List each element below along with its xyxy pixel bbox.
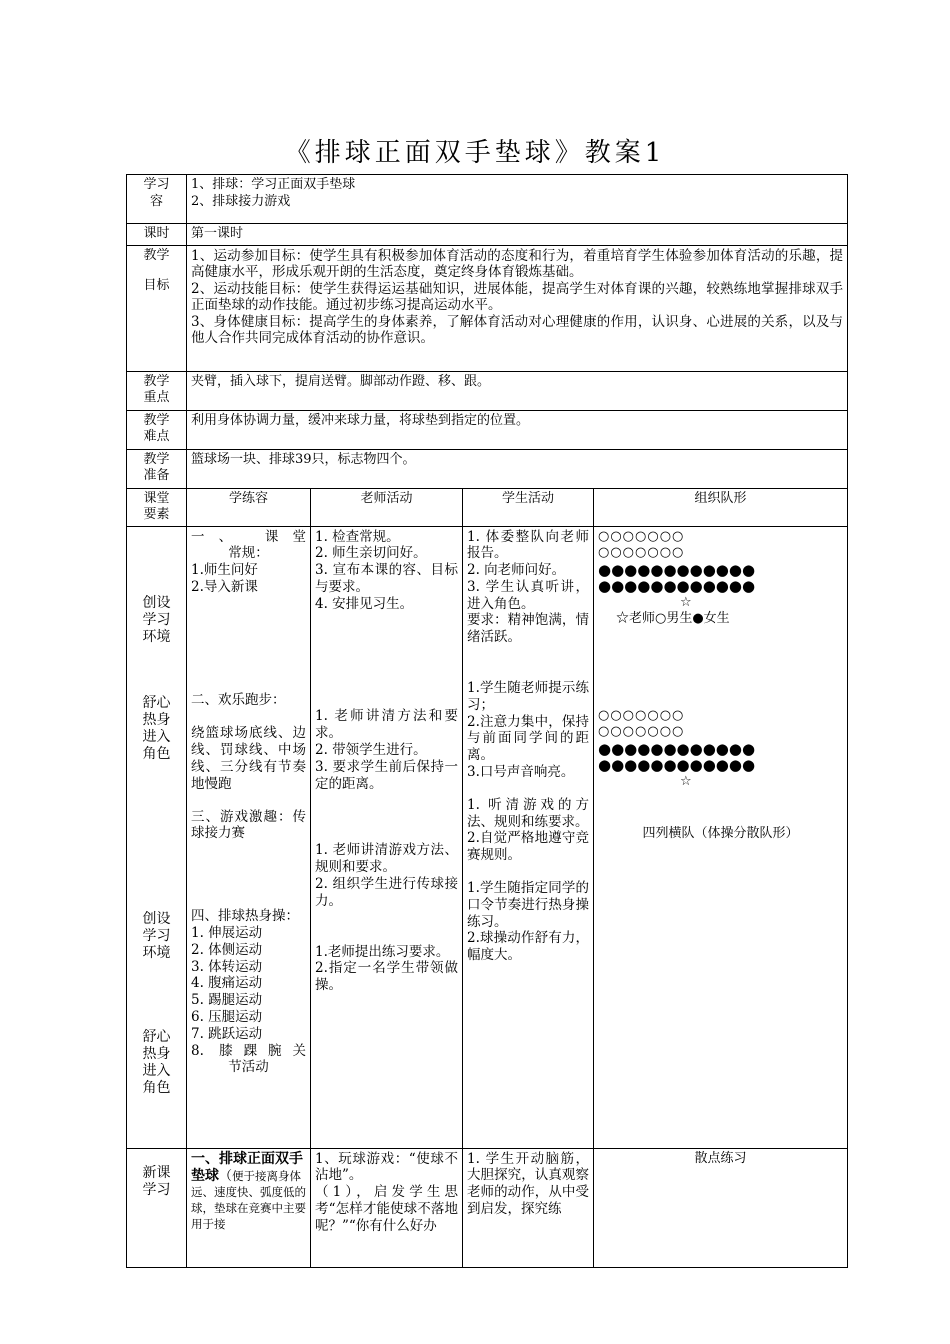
teacher-star-icon: ☆ — [680, 594, 692, 610]
label-teaching-goals: 教学 目标 — [127, 245, 187, 371]
teaching-key-points-value: 夹臂，插入球下，提肩送臂。脚部动作蹬、移、跟。 — [187, 371, 848, 410]
content-part-3: 三、游戏激趣：传球接力赛 — [191, 808, 306, 842]
student-part-2: 1.学生随老师提示练习； 2.注意力集中，保持与前面同学间的距离。 3.口号声音响亮。 — [467, 680, 589, 781]
row-learning-content — [127, 175, 848, 224]
lesson-hour-value: 第一课时 — [187, 224, 848, 246]
content-part-4: 四、排球热身操： 1. 伸展运动 2. 体侧运动 3. 体转运动 4. 腹痛运动 5. 踢腿运动 6. 压腿运动 7. 跳跃运动 8. 膝踝腕关 节活动 — [191, 908, 306, 1076]
formation-caption: 四列横队（体操分散队形） — [642, 826, 799, 841]
section-labels — [127, 526, 187, 1148]
row-lesson-hour — [127, 224, 848, 246]
teacher-part-4: 1.老师提出练习要求。 2.指定一名学生带领做操。 — [315, 943, 458, 994]
header-teacher-activity: 老师活动 — [311, 488, 463, 526]
row-teaching-preparation — [127, 449, 848, 488]
label-teaching-key-points: 教学 重点 — [127, 371, 187, 410]
row-new-lesson — [127, 1148, 848, 1267]
teacher-part-3: 1. 老师讲清游戏方法、规则和要求。 2. 组织学生进行传球接力。 — [315, 842, 458, 909]
formation-row-girls: ●●●●●●●●●●●● — [598, 739, 756, 758]
row-teaching-difficulty — [127, 410, 848, 449]
teacher-part-1: 1. 检查常规。 2. 师生亲切问好。 3. 宣布本课的容、目标与要求。 4. 安排见习生。 — [315, 528, 458, 612]
teacher-activity-cell — [311, 526, 463, 1148]
student-activity-cell — [463, 526, 594, 1148]
teacher-part-2: 1. 老师讲清方法和要求。 2. 带领学生进行。 3. 要求学生前后保持一定的距离。 — [315, 708, 458, 792]
learning-content-value: 1、排球：学习正面双手垫球 2、排球接力游戏 — [187, 175, 848, 224]
formation-diagram-2 — [598, 708, 843, 791]
teaching-difficulty-value: 利用身体协调力量，缓冲来球力量，将球垫到指定的位置。 — [187, 410, 848, 449]
section-label-3: 创设 学习 环境 — [142, 910, 171, 961]
lesson-plan-table — [126, 174, 848, 1268]
content-part-1: 一、 课堂 常规： 1.师生问好 2.导入新课 — [191, 528, 306, 595]
student-part-4: 1.学生随指定同学的口令节奏进行热身操练习。 2.球操动作舒有力，幅度大。 — [467, 880, 589, 964]
page-title: 《排球正面双手垫球》教案1 — [284, 138, 666, 168]
header-student-activity: 学生活动 — [463, 488, 594, 526]
student-part-1: 1. 体委整队向老师报告。 2. 向老师问好。 3. 学生认真听讲，进入角色。 要求：精神饱满，情绪活跃。 — [467, 528, 589, 646]
teaching-goals-value: 1、运动参加目标：使学生具有积极参加体育活动的态度和行为，着重培育学生体验参加体育活动的乐趣，提高健康水平，形成乐观开朗的生活态度，奠定终身体育锻炼基础。 2、运动技能目标：使学生获得运运基础知识，进展体能，提高学生对体育课的兴趣，较熟练地掌握排球双手正面垫球的动作技能。通过初步练习提高运动水平。 3、身体健康目标：提高学生的身体素养，了解体育活动对心理健康的作用，认识身、心进展的关系，以及与他人合作共同完成体育活动的协作意识。 — [187, 245, 848, 371]
new-lesson-content: 一、排球正面双手垫球（便于接离身体远、速度快、弧度低的球，垫球在竞赛中主要用于接 — [187, 1148, 311, 1267]
section-label-5: 新课 学习 — [127, 1148, 187, 1267]
section-label-1: 创设 学习 环境 — [142, 594, 171, 645]
organization-formation-cell — [594, 526, 848, 1148]
student-part-3: 1. 听清游戏的方法、规则和练要求。 2.自觉严格地遵守竞赛规则。 — [467, 796, 589, 864]
new-lesson-student: 1. 学生开动脑筋，大胆探究，认真观察老师的动作，从中受到启发，探究练 — [463, 1148, 594, 1267]
formation-legend: ☆老师○男生●女生 — [616, 611, 730, 626]
teacher-star-icon: ☆ — [680, 773, 692, 789]
label-lesson-hour: 课时 — [127, 224, 187, 246]
label-teaching-difficulty: 教学 难点 — [127, 410, 187, 449]
section-label-2: 舒心 热身 进入 角色 — [142, 694, 171, 762]
formation-diagram-1 — [598, 529, 843, 628]
row-teaching-goals — [127, 245, 848, 371]
section-label-4: 舒心 热身 进入 角色 — [142, 1028, 171, 1096]
formation-row-boys: ○○○○○○○ — [598, 528, 685, 544]
formation-row-girls: ●●●●●●●●●●●● — [598, 560, 756, 579]
row-main-activities — [127, 526, 848, 1148]
formation-row-girls: ●●●●●●●●●●●● — [598, 577, 756, 595]
formation-row-boys: ○○○○○○○ — [598, 545, 685, 560]
formation-row-boys: ○○○○○○○ — [598, 707, 685, 723]
formation-row-boys: ○○○○○○○ — [598, 724, 685, 739]
label-class-elements: 课堂 要素 — [127, 488, 187, 526]
row-column-headers — [127, 488, 848, 526]
teaching-preparation-value: 篮球场一块、排球39只，标志物四个。 — [187, 449, 848, 488]
formation-row-girls: ●●●●●●●●●●●● — [598, 756, 756, 774]
label-teaching-preparation: 教学 准备 — [127, 449, 187, 488]
content-part-2: 二、欢乐跑步： 绕篮球场底线、边线、罚球线、中场线、三分线有节奏地慢跑 — [191, 691, 306, 792]
label-learning-content: 学习 容 — [127, 175, 187, 224]
header-organization-formation: 组织队形 — [594, 488, 848, 526]
new-lesson-formation: 散点练习 — [594, 1148, 848, 1267]
header-practice-content: 学练容 — [187, 488, 311, 526]
practice-content-cell — [187, 526, 311, 1148]
new-lesson-teacher: 1、玩球游戏：“使球不沾地”。 （1），启发学生思考“怎样才能使球不落地呢？”“你有什么好办 — [311, 1148, 463, 1267]
row-teaching-key-points — [127, 371, 848, 410]
